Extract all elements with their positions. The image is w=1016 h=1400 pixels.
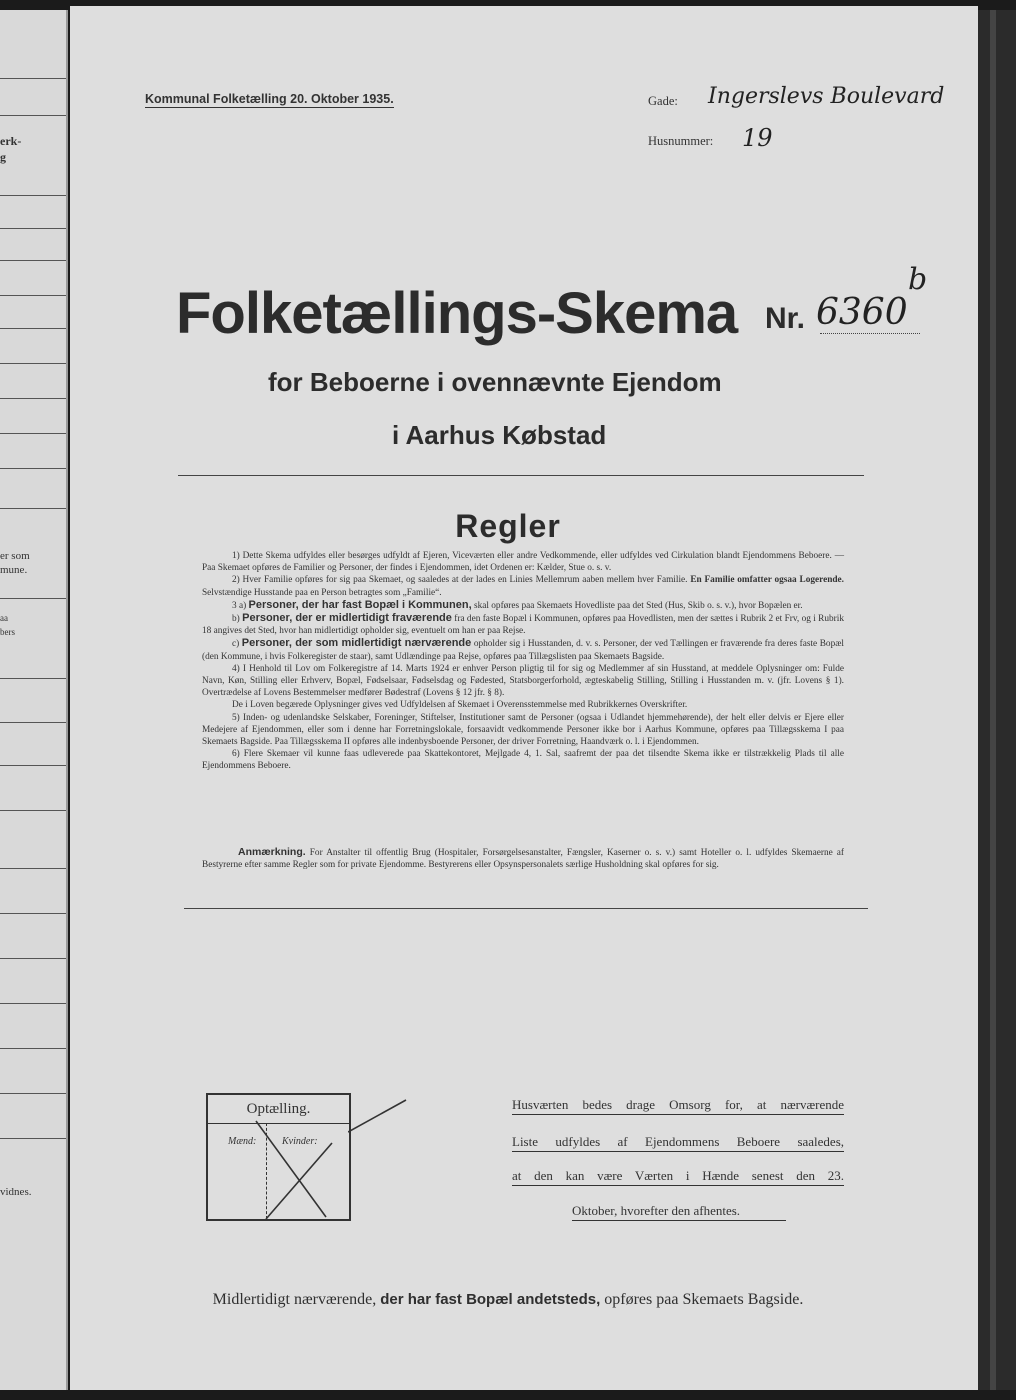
previous-page-fragment: er som [0, 550, 30, 562]
rule-6: 6) Flere Skemaer vil kunne faas udleverede paa Skattekontoret, Mejlgade 4, 1. Sal, saafremt der paa det tilsendte Skema ikke er tilstrækkelig Plads til alle Ejendommens Beboere. [202, 749, 844, 772]
note-label: Anmærkning. [238, 846, 306, 858]
previous-page-fragment: mune. [0, 564, 28, 576]
count-box-title: Optælling. [246, 1101, 311, 1117]
book-binding [978, 10, 1016, 1390]
form-number-label: Nr. [765, 302, 806, 335]
husnummer-label: Husnummer: [648, 134, 714, 148]
rule-2: 2) Hver Familie opføres for sig paa Skemaet, og saaledes at der lades en Linies Mellemrum aaben mellem hver Familie. En Familie omfatter ogsaa Logerende. Selvstændige Husstande paa en Person betragtes som „Familie“. [202, 575, 844, 598]
previous-page-fragment: aa [0, 613, 8, 623]
form-number-value: 6360 [816, 292, 908, 333]
cross-out-extension [348, 1098, 408, 1148]
count-women-label: Kvinder: [282, 1136, 318, 1147]
rule-3b: b) Personer, der er midlertidigt fraværende fra den faste Bopæl i Kommunen, opføres paa Hovedlisten, men der sættes i Rubrik 2 et Frv, og i Rubrik 18 angives det Sted, hvor han midlertidigt opholder sig, eventuelt om han er paa Rejse. [202, 612, 844, 637]
divider [184, 908, 868, 909]
form-subtitle: for Beboerne i ovennævnte Ejendom [268, 367, 722, 397]
notice-line: at den kan være Værten i Hænde senest den 23. [512, 1168, 844, 1186]
rule-3a: 3 a) Personer, der har fast Bopæl i Kommunen, skal opføres paa Skemaets Hovedliste paa det Sted (Hus, Skib o. s. v.), hvor Bopælen er. [232, 598, 803, 611]
form-number-suffix: b [908, 262, 928, 297]
gade-label: Gade: [648, 94, 678, 108]
rules-heading: Regler [455, 508, 561, 544]
rule-1: 1) Dette Skema udfyldes eller besørges udfyldt af Ejeren, Viceværten eller andre Vedkommende, eller udfyldes ved Cirkulation blandt Ejendommens Beboere. — Paa Skemaet opføres de Familier og Personer, der findes i Ejendommen, idet Ordenen er: Kælder, Stue o. s. v. [202, 551, 844, 574]
previous-page-edge [0, 10, 68, 1390]
rule-3c: c) Personer, der som midlertidigt nærværende opholder sig i Husstanden, d. v. s. Personer, der ved Tællingen er fraværende fra deres faste Bopæl (den Kommune, i hvis Folkeregister de staar), samt Udlændinge paa Rejse, opføres paa Tillægslisten paa Skemaets Bagside. [202, 637, 845, 662]
rule-5: 5) Inden- og udenlandske Selskaber, Foreninger, Stiftelser, Institutioner samt de Personer (ogsaa i Udlandet hjemmehørende), der helt eller delvis er Ejere eller Medejere af Ejendommen, eller som i denne har Forretningslokale, forsaavidt vedkommende Personer ikke bor i Aarhus Kommune, opføres paa Tillægsskema I paa Skemaets Bagside. Paa Tillægsskema II opføres alle indenbysboende Personer, der driver Forretning, Haandværk o. l. i Ejendommen. [202, 712, 844, 748]
annotation-note [202, 846, 844, 871]
previous-page-fragment: g [0, 150, 6, 164]
gade-value: Ingerslevs Boulevard [708, 84, 945, 109]
count-men-label: Mænd: [228, 1136, 257, 1147]
form-title: Folketællings-Skema [176, 281, 738, 346]
previous-page-fragment: erk- [0, 134, 22, 148]
count-box [206, 1093, 351, 1221]
notice-line: Liste udfyldes af Ejendommens Beboere saaledes, [512, 1134, 844, 1152]
previous-page-fragment: bers [0, 627, 15, 637]
census-header: Kommunal Folketælling 20. Oktober 1935. [145, 92, 394, 106]
cross-out-mark [208, 1095, 349, 1219]
form-subtitle-city: i Aarhus Købstad [392, 420, 607, 450]
notice-line: Oktober, hvorefter den afhentes. [572, 1203, 786, 1221]
rules-text [202, 550, 844, 773]
divider [178, 475, 864, 476]
rule-4: 4) I Henhold til Lov om Folkeregistre af 14. Marts 1924 er enhver Person pligtig til for sig og Medlemmer af sin Husstand, at meddele Oplysninger om: Fulde Navn, Køn, Stilling eller Erhverv, Bopæl, Fødselsaar, Fødselsdag og Fødested, Statsborgerforhold, ægteskabelig Stilling, Stilling i Husstanden m. v. (jfr. Lovens § 1). Overtrædelse af Lovens Bestemmelser medfører Bødestraf (Lovens § 12 jfr. § 8). [202, 663, 844, 699]
husnummer-value: 19 [742, 124, 773, 152]
footer-instruction: Midlertidigt nærværende, der har fast Bopæl andetsteds, opføres paa Skemaets Bagside. [212, 1291, 804, 1308]
rule-4b: De i Loven begærede Oplysninger gives ved Udfyldelsen af Skemaet i Overensstemmelse med Rubrikkernes Overskrifter. [232, 700, 688, 711]
notice-line: Husværten bedes drage Omsorg for, at nærværende [512, 1097, 844, 1115]
previous-page-fragment: vidnes. [0, 1186, 32, 1198]
note-text: For Anstalter til offentlig Brug (Hospitaler, Forsørgelsesanstalter, Fængsler, Kaserner o. s. v.) samt Hoteller o. l. udfyldes Skemaerne af Bestyrerne efter samme Regler som for private Ejendomme. Bestyrerens eller Opsynspersonalets særlige Husholdning skal opføres for sig. [202, 848, 845, 871]
